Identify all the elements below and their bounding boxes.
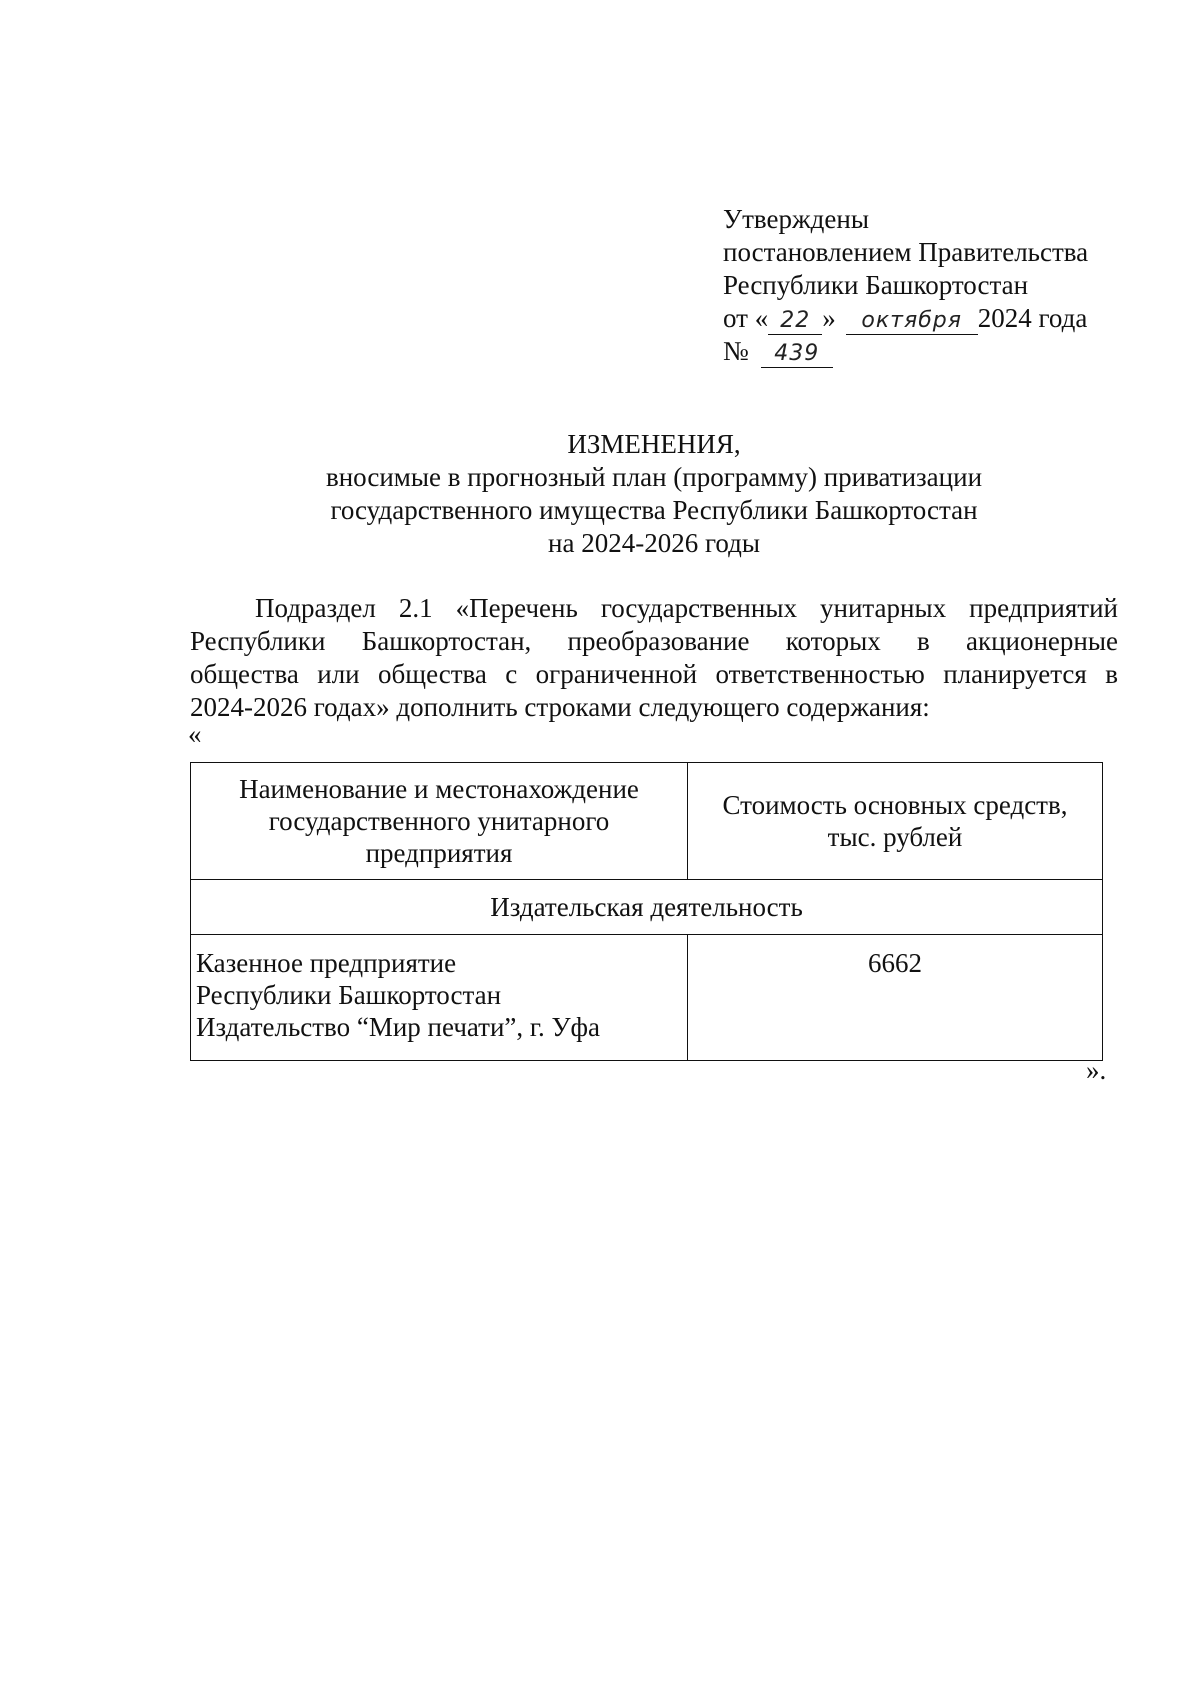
header-name-line: предприятия: [365, 838, 513, 868]
approval-line-resolution: постановлением Правительства: [723, 237, 1089, 267]
table-section-row: [191, 880, 1103, 935]
enterprise-name-line: Казенное предприятие: [196, 948, 457, 978]
approval-line-republic: Республики Башкортостан: [723, 270, 1029, 300]
document-title: [190, 428, 1118, 560]
title-line-1: вносимые в прогнозный план (программу) приватизации: [325, 462, 983, 492]
header-value-cell: [688, 763, 1103, 880]
title-line-2: государственного имущества Республики Башкортостан: [330, 495, 978, 525]
body-paragraph: [190, 592, 1118, 724]
number-sign: №: [723, 336, 749, 366]
number-blank: [761, 338, 833, 368]
paragraph-line: общества или общества с ограниченной ответственностью планируется в: [190, 659, 1118, 689]
enterprise-name-cell: [191, 935, 688, 1061]
paragraph-line: 2024-2026 годах» дополнить строками следующего содержания:: [190, 692, 930, 722]
table-header-row: [191, 763, 1103, 880]
date-month: октября: [861, 308, 962, 333]
enterprise-name-line: Издательство “Мир печати”, г. Уфа: [196, 1012, 601, 1042]
document-number: 439: [774, 341, 820, 366]
date-prefix: от «: [723, 303, 769, 333]
title-heading: ИЗМЕНЕНИЯ,: [567, 429, 741, 459]
header-value-line: тыс. рублей: [827, 822, 963, 852]
section-title: Издательская деятельность: [191, 880, 1103, 935]
date-day-blank: [768, 305, 822, 335]
title-line-3: на 2024-2026 годы: [548, 528, 760, 558]
paragraph-line: Республики Башкортостан, преобразование которых в акционерные: [190, 626, 1118, 656]
header-value-line: Стоимость основных средств,: [722, 790, 1068, 820]
date-day: 22: [780, 308, 811, 333]
header-name-line: государственного унитарного: [268, 806, 610, 836]
paragraph-line: Подраздел 2.1 «Перечень государственных унитарных предприятий: [255, 593, 1118, 623]
approval-line-approved: Утверждены: [723, 204, 869, 234]
approval-date-line: [723, 302, 1163, 335]
header-name-line: Наименование и местонахождение: [239, 774, 639, 804]
opening-quote: «: [188, 719, 202, 749]
date-month-blank: [846, 305, 978, 335]
enterprise-name-line: Республики Башкортостан: [196, 980, 502, 1010]
date-year: 2024 года: [977, 303, 1088, 333]
table-row: [191, 935, 1103, 1061]
approval-number-line: [723, 335, 1163, 368]
enterprise-value-cell: 6662: [688, 935, 1103, 1061]
approval-block: [723, 203, 1163, 368]
enterprises-table: [190, 762, 1103, 1061]
header-name-cell: [191, 763, 688, 880]
date-quote-close: »: [822, 303, 836, 333]
closing-quote: ».: [1086, 1055, 1107, 1085]
